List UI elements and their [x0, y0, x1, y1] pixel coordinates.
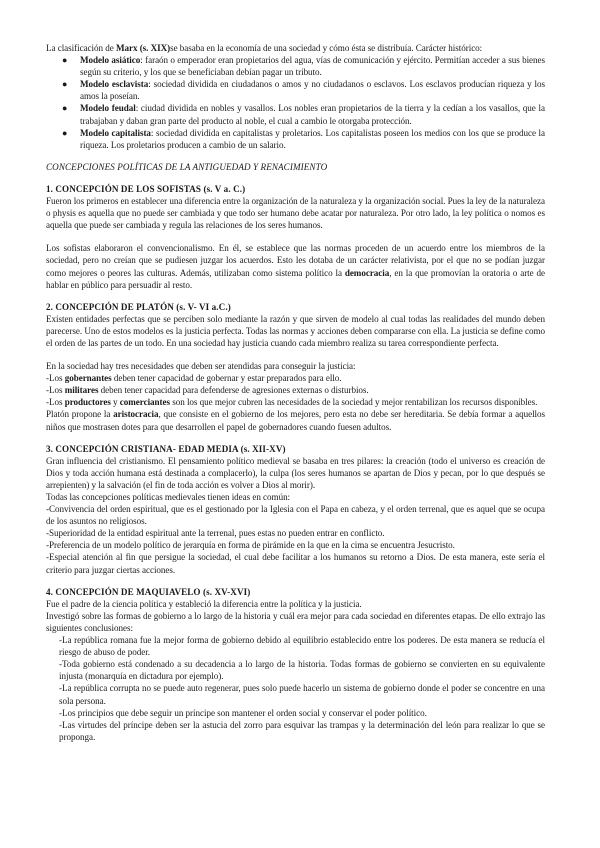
- item-term: Modelo asiático: [80, 55, 141, 66]
- list-line: -Los principios que debe seguir un príncipe son mantener el orden social y conservar el poder político.: [59, 707, 427, 718]
- item-term: Modelo feudal: [80, 103, 136, 114]
- text: son los que mejor cubren las necesidades de la sociedad y mejor rentabilizan los recursos disponibles.: [170, 397, 538, 408]
- marx-models-list: [46, 54, 545, 151]
- text: -Los: [46, 373, 65, 384]
- paragraph: Todas las concepciones políticas medievales tienen ideas en común:: [46, 492, 291, 502]
- list-line: [46, 372, 545, 384]
- list-item: [62, 127, 545, 151]
- section-title: 2. CONCEPCIÓN DE PLATÓN (s. V- VI a.C.): [46, 301, 231, 312]
- text: -Los: [46, 397, 65, 408]
- text: , que consiste en el gobierno de los mejores, pero esta no debe ser hereditaria. Se debía formar a aquellos niños que mostrasen dotes para que desarrollen el papel de gobernadores cuando fuesen adultos.: [46, 409, 546, 432]
- list-line: -Especial atención al fin que persigue la sociedad, el cual debe facilitar a los humanos su retorno a Dios. De esta manera, este sería el criterio para juzgar ciertas acciones.: [46, 552, 545, 575]
- text: deben tener capacidad para defenderse de agresiones externas o disturbios.: [98, 385, 369, 396]
- list-line: -La república corrupta no se puede auto regenerar, pues solo puede hacerlo un sistema de gobierno donde el poder se concentre en una sola persona.: [59, 683, 545, 706]
- section-platon: [46, 301, 545, 433]
- section-cristiana: [46, 443, 545, 576]
- list-line: -Toda gobierno está condenado a su decadencia a lo largo de la historia. Todas formas de gobierno se convierten en su equivalente injusta (monarquía en dictadura por ejemplo).: [59, 659, 545, 682]
- paragraph: Gran influencia del cristianismo. El pensamiento político medieval se basaba en tres pilares: la creación (todo el universo es creación de Dios y toda acción humana está destinada a complacerlo), la culpa (los seres humanos se apartan de Dios y pecan, por lo que después se arrepienten) y la salvación (el fin de toda acción es volver a Dios al morir).: [46, 455, 545, 490]
- section-title: 3. CONCEPCIÓN CRISTIANA- EDAD MEDIA (s. XII-XV): [46, 443, 286, 454]
- bullet-icon: ●: [62, 127, 68, 138]
- paragraph: [46, 242, 545, 290]
- bold-term: democracia: [344, 267, 390, 278]
- text: deben tener capacidad de gobernar y estar preparados para ello.: [111, 373, 342, 384]
- section-title: 4. CONCEPCIÓN DE MAQUIAVELO (s. XV-XVI): [46, 586, 251, 597]
- paragraph: Fueron los primeros en establecer una diferencia entre la organización de la naturaleza y la organización social. Pues la ley de la naturaleza o physis es aquella que no puede ser cambiada y que todo ser humano debe acatar por naturaleza. Por otro lado, la ley política o nomos es aquella que puede ser cambiada y regula las relaciones de los seres humanos.: [46, 196, 545, 231]
- text: -Los: [46, 385, 65, 396]
- item-term: Modelo esclavista: [80, 79, 149, 90]
- intro-text-end: se basaba en la economía de una sociedad y cómo ésta se distribuía. Carácter histórico:: [170, 43, 483, 53]
- list-line: [46, 384, 545, 396]
- paragraph: Investigó sobre las formas de gobierno a lo largo de la historia y cuál era mejor para cada sociedad en diferentes etapas. De ello extrajo las siguientes conclusiones:: [46, 610, 545, 633]
- list-line: -La república romana fue la mejor forma de gobierno debido al equilibrio establecido entre los poderes. De esta manera se reducía el riesgo de abuso de poder.: [59, 635, 545, 658]
- bold-term: aristocracia: [113, 409, 159, 420]
- list-item: [62, 78, 545, 102]
- intro-paragraph: [46, 42, 545, 54]
- bullet-icon: ●: [62, 103, 68, 114]
- text: Los sofistas elaboraron el convencionalismo. En él, se establece que las normas proceden de un acuerdo entre los miembros de la sociedad, pero no creían que se pudiesen juzgar los acuerdos. Esto les dotaba de un carácter relativista, por el que no se podían juzgar como mejores o peores las culturas. Además, utilizaban como sistema político la: [46, 243, 545, 278]
- text: y: [110, 397, 120, 408]
- bold-term: militares: [64, 385, 99, 396]
- bold-term: productores: [64, 397, 111, 408]
- section-maquiavelo: [46, 586, 545, 743]
- paragraph: En la sociedad hay tres necesidades que deben ser atendidas para conseguir la justicia:: [46, 361, 356, 372]
- item-term: Modelo capitalista: [80, 127, 151, 138]
- text: , en la que promovían la oratoria o arte de hablar en público para persuadir al resto.: [46, 267, 546, 290]
- item-text: : sociedad dividida en ciudadanos o amos y no ciudadanos o esclavos. Los esclavos producían riqueza y los amos la poseían.: [80, 79, 545, 102]
- bullet-icon: ●: [62, 55, 68, 66]
- item-text: : ciudad dividida en nobles y vasallos. Los nobles eran propietarios de la tierra y la cedían a los vasallos, que la trabajaban y daban gran parte del producto al noble, el cual a cambio le otorgaba protección.: [80, 103, 545, 126]
- paragraph: [46, 408, 545, 432]
- list-item: [62, 54, 546, 78]
- bold-term: comerciantes: [119, 397, 171, 408]
- section-title: 1. CONCEPCIÓN DE LOS SOFISTAS (s. V a. C.): [46, 183, 246, 194]
- section-sofistas: [46, 183, 545, 291]
- intro-text: La clasificación de: [46, 43, 116, 53]
- list-line: [46, 396, 545, 408]
- list-item: [62, 102, 545, 126]
- paragraph: Existen entidades perfectas que se perciben solo mediante la razón y que sirven de modelo al cual todas las realidades del mundo deben parecerse. Uno de estos modelos es la justicia perfecta. Todas las normas y acciones deben compararse con ella. La justicia se define como el orden de las partes de un todo. En una sociedad hay justicia cuando cada miembro realiza su tarea correspondiente perfecta.: [46, 313, 545, 348]
- bold-term: gobernantes: [64, 373, 112, 384]
- section-heading: CONCEPCIONES POLÍTICAS DE LA ANTIGUEDAD Y RENACIMIENTO: [46, 161, 328, 172]
- paragraph: Fue el padre de la ciencia política y estableció la diferencia entre la política y la justicia.: [46, 598, 362, 609]
- intro-bold: Marx (s. XIX): [115, 43, 171, 53]
- text: Platón propone la: [46, 409, 114, 420]
- bullet-icon: ●: [62, 79, 68, 90]
- list-line: -Las virtudes del príncipe deben ser la astucia del zorro para esquivar las trampas y la determinación del león para realizar lo que se proponga.: [59, 719, 545, 742]
- item-text: : sociedad dividida en capitalistas y proletarios. Los capitalistas poseen los medios con los que se produce la riqueza. Los proletarios producen a cambio de un salario.: [80, 127, 545, 150]
- list-line: -Convivencia del orden espiritual, que es el gestionado por la Iglesia con el Papa en cabeza, y el orden terrenal, que es aquel que se ocupa de los asuntos no religiosos.: [46, 504, 545, 527]
- list-line: -Superioridad de la entidad espiritual ante la terrenal, pues estas no pueden entrar en conflicto.: [46, 528, 385, 539]
- list-line: -Preferencia de un modelo político de jerarquía en forma de pirámide en la que en la cima se encuentra Jesucristo.: [46, 540, 455, 551]
- item-text: : faraón o emperador eran propietarios del agua, vías de comunicación y ejército. Permitían acceder a sus bienes según su criterio, y los que se beneficiaban debían pagar un tributo.: [80, 55, 546, 78]
